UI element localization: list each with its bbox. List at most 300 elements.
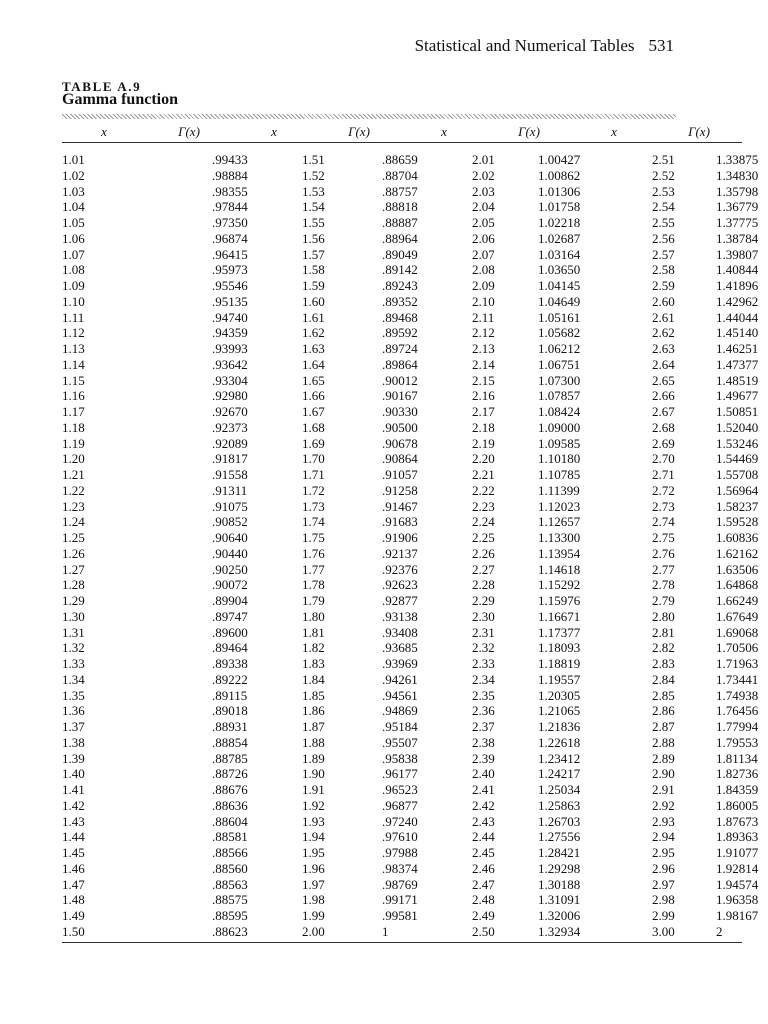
x-value-cell: 2.22 <box>472 482 495 498</box>
gamma-value-cell: .97240 <box>382 813 418 829</box>
table-row <box>62 294 742 310</box>
gamma-value-cell: .94561 <box>382 687 418 703</box>
x-value-cell: 2.62 <box>652 325 675 341</box>
gamma-value-cell: 1.02687 <box>538 230 581 246</box>
gamma-value-cell: 1.66249 <box>716 593 759 608</box>
gamma-value-cell: .91311 <box>212 482 248 498</box>
x-value-cell: 1.15 <box>62 372 85 388</box>
x-value-cell: 2.91 <box>652 782 675 797</box>
x-value-cell: 1.39 <box>62 750 85 766</box>
gamma-value-cell: .91467 <box>382 498 418 514</box>
gamma-value-cell: 1.39807 <box>716 246 759 262</box>
gamma-value-cell: 1.01306 <box>538 183 581 199</box>
gamma-value-cell: .89600 <box>212 624 248 640</box>
x-value-cell: 2.92 <box>652 797 675 813</box>
gamma-value-cell: 1.64868 <box>716 577 759 593</box>
x-value-cell: 1.83 <box>302 656 325 671</box>
gamma-value-cell: 1.56964 <box>716 482 759 498</box>
x-value-cell: 1.32 <box>62 640 85 656</box>
x-value-cell: 2.24 <box>472 514 495 530</box>
x-value-cell: 2.38 <box>472 734 495 750</box>
gamma-value-cell: .89468 <box>382 309 418 325</box>
x-value-cell: 1.05 <box>62 215 85 230</box>
gamma-value-cell: .89115 <box>212 687 248 703</box>
gamma-value-cell: 1.33875 <box>716 152 759 167</box>
gamma-value-cell: 1.37775 <box>716 215 759 230</box>
gamma-value-cell: .95838 <box>382 750 418 766</box>
gamma-value-cell: .89338 <box>212 656 248 671</box>
gamma-value-cell: 1.96358 <box>716 892 759 908</box>
table-row <box>62 325 742 341</box>
table-row <box>62 672 742 688</box>
gamma-value-cell: .89222 <box>212 671 248 687</box>
gamma-value-cell: 1.17377 <box>538 624 581 640</box>
x-value-cell: 1.78 <box>302 577 325 593</box>
table-row <box>62 436 742 452</box>
x-value-cell: 2.79 <box>652 593 675 608</box>
gamma-value-cell: 1.04649 <box>538 293 581 309</box>
x-value-cell: 2.26 <box>472 545 495 561</box>
gamma-value-cell: 1.07300 <box>538 372 581 388</box>
gamma-value-cell: 1.67649 <box>716 608 759 624</box>
gamma-value-cell: 1.70506 <box>716 640 759 656</box>
gamma-value-cell: 1.09000 <box>538 419 581 435</box>
gamma-value-cell: .88604 <box>212 813 248 829</box>
x-value-cell: 1.17 <box>62 404 85 419</box>
gamma-value-cell: 1.06751 <box>538 356 581 372</box>
gamma-value-cell: .88575 <box>212 892 248 908</box>
gamma-value-cell: 1.40844 <box>716 262 759 278</box>
gamma-value-cell: 1.05682 <box>538 325 581 341</box>
x-value-cell: 1.21 <box>62 467 85 482</box>
x-value-cell: 2.85 <box>652 687 675 703</box>
x-value-cell: 1.57 <box>302 246 325 262</box>
x-value-cell: 2.83 <box>652 656 675 671</box>
x-value-cell: 1.47 <box>62 876 85 892</box>
gamma-value-cell: .88623 <box>212 923 248 939</box>
table-row <box>62 373 742 389</box>
gamma-value-cell: 1.15976 <box>538 593 581 608</box>
gamma-value-cell: .92623 <box>382 577 418 593</box>
x-value-cell: 1.91 <box>302 782 325 797</box>
x-value-cell: 1.43 <box>62 813 85 829</box>
table-row <box>62 688 742 704</box>
x-value-cell: 1.99 <box>302 908 325 923</box>
x-value-cell: 2.86 <box>652 703 675 719</box>
gamma-value-cell: .92376 <box>382 561 418 577</box>
x-value-cell: 1.16 <box>62 388 85 404</box>
x-value-cell: 1.04 <box>62 199 85 215</box>
x-value-cell: 1.64 <box>302 356 325 372</box>
gamma-value-cell: .89049 <box>382 246 418 262</box>
gamma-value-cell: .94869 <box>382 703 418 719</box>
gamma-value-cell: .92980 <box>212 388 248 404</box>
table-row <box>62 278 742 294</box>
gamma-value-cell: 1.00862 <box>538 167 581 183</box>
x-value-cell: 2.50 <box>472 923 495 939</box>
gamma-value-cell: 1.13954 <box>538 545 581 561</box>
column-header-gamma: Γ(x) <box>518 124 540 139</box>
x-value-cell: 1.55 <box>302 215 325 230</box>
x-value-cell: 2.74 <box>652 514 675 530</box>
gamma-value-cell: 1.69068 <box>716 624 759 640</box>
x-value-cell: 2.63 <box>652 341 675 356</box>
table-row <box>62 625 742 641</box>
x-value-cell: 2.70 <box>652 451 675 467</box>
x-value-cell: 1.66 <box>302 388 325 404</box>
gamma-value-cell: .96415 <box>212 246 248 262</box>
table-body <box>62 143 759 943</box>
gamma-value-cell: .88726 <box>212 766 248 782</box>
gamma-value-cell: .97350 <box>212 215 248 230</box>
gamma-table <box>62 122 759 943</box>
gamma-value-cell: 1.08424 <box>538 404 581 419</box>
table-row <box>62 199 742 215</box>
x-value-cell: 2.35 <box>472 687 495 703</box>
x-value-cell: 1.96 <box>302 860 325 876</box>
x-value-cell: 2.61 <box>652 309 675 325</box>
x-value-cell: 2.87 <box>652 719 675 734</box>
x-value-cell: 1.80 <box>302 608 325 624</box>
x-value-cell: 2.97 <box>652 876 675 892</box>
gamma-value-cell: 1.59528 <box>716 514 759 530</box>
column-header-gamma: Γ(x) <box>178 124 200 139</box>
table-row <box>62 562 742 578</box>
x-value-cell: 2.67 <box>652 404 675 419</box>
gamma-value-cell: 1.10180 <box>538 451 581 467</box>
gamma-value-cell: .89243 <box>382 278 418 293</box>
column-header-x: x <box>101 124 107 139</box>
table-row <box>62 877 742 893</box>
x-value-cell: 2.09 <box>472 278 495 293</box>
gamma-value-cell: .88887 <box>382 215 418 230</box>
gamma-value-cell: .88757 <box>382 183 418 199</box>
gamma-value-cell: 1.03164 <box>538 246 581 262</box>
gamma-value-cell: 1.54469 <box>716 451 759 467</box>
x-value-cell: 1.31 <box>62 624 85 640</box>
x-value-cell: 1.26 <box>62 545 85 561</box>
x-value-cell: 1.25 <box>62 530 85 545</box>
x-value-cell: 1.42 <box>62 797 85 813</box>
gamma-value-cell: 1.25034 <box>538 782 581 797</box>
x-value-cell: 1.90 <box>302 766 325 782</box>
gamma-value-cell: .95973 <box>212 262 248 278</box>
gamma-value-cell: .94359 <box>212 325 248 341</box>
gamma-value-cell: .90167 <box>382 388 418 404</box>
x-value-cell: 2.28 <box>472 577 495 593</box>
gamma-value-cell: 1.22618 <box>538 734 581 750</box>
gamma-value-cell: 1.89363 <box>716 829 759 845</box>
table-row <box>62 766 742 782</box>
gamma-value-cell: .88931 <box>212 719 248 734</box>
gamma-value-cell: 1 <box>382 923 389 939</box>
x-value-cell: 2.31 <box>472 624 495 640</box>
gamma-value-cell: 1.55708 <box>716 467 759 482</box>
table-row <box>62 231 742 247</box>
gamma-value-cell: .99433 <box>212 152 248 167</box>
x-value-cell: 1.07 <box>62 246 85 262</box>
x-value-cell: 1.76 <box>302 545 325 561</box>
gamma-value-cell: .95135 <box>212 293 248 309</box>
gamma-value-cell: 1.58237 <box>716 498 759 514</box>
gamma-value-cell: .90330 <box>382 404 418 419</box>
x-value-cell: 2.16 <box>472 388 495 404</box>
x-value-cell: 1.81 <box>302 624 325 640</box>
x-value-cell: 1.74 <box>302 514 325 530</box>
table-row <box>62 751 742 767</box>
x-value-cell: 2.36 <box>472 703 495 719</box>
page-number: 531 <box>648 36 674 55</box>
gamma-value-cell: .90072 <box>212 577 248 593</box>
gamma-value-cell: .98355 <box>212 183 248 199</box>
x-value-cell: 1.53 <box>302 183 325 199</box>
x-value-cell: 2.96 <box>652 860 675 876</box>
x-value-cell: 1.01 <box>62 152 85 167</box>
running-head-title: Statistical and Numerical Tables <box>414 36 635 55</box>
x-value-cell: 1.30 <box>62 608 85 624</box>
column-header-gamma: Γ(x) <box>688 124 710 139</box>
gamma-value-cell: .89904 <box>212 593 248 608</box>
x-value-cell: 1.41 <box>62 782 85 797</box>
x-value-cell: 2.34 <box>472 671 495 687</box>
x-value-cell: 2.41 <box>472 782 495 797</box>
gamma-value-cell: .93642 <box>212 356 248 372</box>
gamma-value-cell: .94261 <box>382 671 418 687</box>
x-value-cell: 1.33 <box>62 656 85 671</box>
gamma-value-cell: 1.32006 <box>538 908 581 923</box>
x-value-cell: 1.11 <box>62 309 85 325</box>
gamma-value-cell: .97844 <box>212 199 248 215</box>
x-value-cell: 2.65 <box>652 372 675 388</box>
gamma-value-cell: .90864 <box>382 451 418 467</box>
x-value-cell: 1.44 <box>62 829 85 845</box>
x-value-cell: 1.79 <box>302 593 325 608</box>
x-value-cell: 2.59 <box>652 278 675 293</box>
x-value-cell: 2.94 <box>652 829 675 845</box>
x-value-cell: 2.55 <box>652 215 675 230</box>
gamma-value-cell: .89747 <box>212 608 248 624</box>
x-value-cell: 1.13 <box>62 341 85 356</box>
column-header-x: x <box>611 124 617 139</box>
x-value-cell: 2.40 <box>472 766 495 782</box>
x-value-cell: 1.03 <box>62 183 85 199</box>
x-value-cell: 2.93 <box>652 813 675 829</box>
column-header-x: x <box>441 124 447 139</box>
x-value-cell: 2.73 <box>652 498 675 514</box>
gamma-value-cell: .98374 <box>382 860 418 876</box>
x-value-cell: 2.68 <box>652 419 675 435</box>
gamma-value-cell: 1.14618 <box>538 561 581 577</box>
running-head <box>415 36 674 56</box>
gamma-value-cell: .95546 <box>212 278 248 293</box>
x-value-cell: 2.60 <box>652 293 675 309</box>
x-value-cell: 1.87 <box>302 719 325 734</box>
x-value-cell: 1.69 <box>302 435 325 451</box>
gamma-value-cell: 1.09585 <box>538 435 581 451</box>
gamma-value-cell: .90440 <box>212 545 248 561</box>
gamma-value-cell: 1.87673 <box>716 813 759 829</box>
x-value-cell: 1.10 <box>62 293 85 309</box>
gamma-value-cell: 1.23412 <box>538 750 581 766</box>
table-row <box>62 861 742 877</box>
x-value-cell: 2.77 <box>652 561 675 577</box>
x-value-cell: 2.14 <box>472 356 495 372</box>
x-value-cell: 2.07 <box>472 246 495 262</box>
x-value-cell: 2.80 <box>652 608 675 624</box>
x-value-cell: 1.58 <box>302 262 325 278</box>
table-row <box>62 798 742 814</box>
x-value-cell: 2.71 <box>652 467 675 482</box>
x-value-cell: 1.38 <box>62 734 85 750</box>
x-value-cell: 2.37 <box>472 719 495 734</box>
gamma-value-cell: 1.30188 <box>538 876 581 892</box>
x-value-cell: 1.09 <box>62 278 85 293</box>
x-value-cell: 1.19 <box>62 435 85 451</box>
x-value-cell: 2.45 <box>472 845 495 860</box>
gamma-value-cell: .92137 <box>382 545 418 561</box>
gamma-value-cell: .90250 <box>212 561 248 577</box>
gamma-value-cell: .89592 <box>382 325 418 341</box>
x-value-cell: 2.98 <box>652 892 675 908</box>
x-value-cell: 2.84 <box>652 671 675 687</box>
table-row <box>62 184 742 200</box>
table-row <box>62 782 742 798</box>
table-row <box>62 829 742 845</box>
x-value-cell: 1.52 <box>302 167 325 183</box>
x-value-cell: 2.44 <box>472 829 495 845</box>
x-value-cell: 1.06 <box>62 230 85 246</box>
table-row <box>62 924 742 942</box>
gamma-value-cell: 1.01758 <box>538 199 581 215</box>
gamma-value-cell: 1.63506 <box>716 561 759 577</box>
x-value-cell: 2.29 <box>472 593 495 608</box>
gamma-value-cell: 1.71963 <box>716 656 759 671</box>
x-value-cell: 2.32 <box>472 640 495 656</box>
table-row <box>62 499 742 515</box>
x-value-cell: 2.95 <box>652 845 675 860</box>
gamma-value-cell: .93969 <box>382 656 418 671</box>
table-row <box>62 143 742 168</box>
x-value-cell: 2.82 <box>652 640 675 656</box>
gamma-value-cell: 1.12657 <box>538 514 581 530</box>
gamma-value-cell: 1.16671 <box>538 608 581 624</box>
x-value-cell: 1.56 <box>302 230 325 246</box>
gamma-value-cell: .88560 <box>212 860 248 876</box>
gamma-value-cell: 1.25863 <box>538 797 581 813</box>
x-value-cell: 2.66 <box>652 388 675 404</box>
gamma-value-cell: 1.48519 <box>716 372 759 388</box>
gamma-value-cell: .92877 <box>382 593 418 608</box>
x-value-cell: 1.72 <box>302 482 325 498</box>
gamma-value-cell: 1.92814 <box>716 860 759 876</box>
x-value-cell: 2.13 <box>472 341 495 356</box>
x-value-cell: 1.50 <box>62 923 85 939</box>
x-value-cell: 2.57 <box>652 246 675 262</box>
x-value-cell: 1.70 <box>302 451 325 467</box>
x-value-cell: 1.71 <box>302 467 325 482</box>
table-row <box>62 814 742 830</box>
x-value-cell: 2.27 <box>472 561 495 577</box>
x-value-cell: 1.75 <box>302 530 325 545</box>
gamma-value-cell: 1.47377 <box>716 356 759 372</box>
gamma-value-cell: .88676 <box>212 782 248 797</box>
gamma-value-cell: .88704 <box>382 167 418 183</box>
x-value-cell: 1.14 <box>62 356 85 372</box>
gamma-value-cell: .88566 <box>212 845 248 860</box>
x-value-cell: 2.90 <box>652 766 675 782</box>
x-value-cell: 1.89 <box>302 750 325 766</box>
table-row <box>62 735 742 751</box>
x-value-cell: 1.59 <box>302 278 325 293</box>
gamma-value-cell: .92089 <box>212 435 248 451</box>
x-value-cell: 1.49 <box>62 908 85 923</box>
x-value-cell: 1.45 <box>62 845 85 860</box>
gamma-value-cell: 2 <box>716 923 723 939</box>
gamma-value-cell: 1.60836 <box>716 530 759 545</box>
gamma-value-cell: 1.73441 <box>716 671 759 687</box>
x-value-cell: 2.12 <box>472 325 495 341</box>
table-label: TABLE A.9 <box>62 79 142 94</box>
hatched-rule <box>62 114 676 119</box>
x-value-cell: 1.98 <box>302 892 325 908</box>
gamma-value-cell: .91057 <box>382 467 418 482</box>
x-value-cell: 2.30 <box>472 608 495 624</box>
x-value-cell: 1.67 <box>302 404 325 419</box>
x-value-cell: 2.02 <box>472 167 495 183</box>
gamma-value-cell: 1.53246 <box>716 435 759 451</box>
x-value-cell: 1.84 <box>302 671 325 687</box>
table-row <box>62 404 742 420</box>
gamma-value-cell: 1.41896 <box>716 278 759 293</box>
gamma-value-cell: 1.98167 <box>716 908 759 923</box>
gamma-value-cell: .93408 <box>382 624 418 640</box>
x-value-cell: 2.88 <box>652 734 675 750</box>
x-value-cell: 1.77 <box>302 561 325 577</box>
x-value-cell: 2.51 <box>652 152 675 167</box>
table-title: Gamma function <box>62 91 178 108</box>
column-header-x: x <box>271 124 277 139</box>
gamma-value-cell: .93138 <box>382 608 418 624</box>
gamma-value-cell: .91558 <box>212 467 248 482</box>
gamma-value-cell: .93304 <box>212 372 248 388</box>
x-value-cell: 2.15 <box>472 372 495 388</box>
gamma-value-cell: .88785 <box>212 750 248 766</box>
table-row <box>62 609 742 625</box>
gamma-value-cell: .92670 <box>212 404 248 419</box>
x-value-cell: 2.10 <box>472 293 495 309</box>
x-value-cell: 1.36 <box>62 703 85 719</box>
gamma-value-cell: .98884 <box>212 167 248 183</box>
table-row <box>62 341 742 357</box>
x-value-cell: 2.99 <box>652 908 675 923</box>
x-value-cell: 1.73 <box>302 498 325 514</box>
gamma-value-cell: .89864 <box>382 356 418 372</box>
table-row <box>62 168 742 184</box>
gamma-value-cell: 1.81134 <box>716 750 758 766</box>
gamma-value-cell: .88854 <box>212 734 248 750</box>
gamma-value-cell: .96523 <box>382 782 418 797</box>
gamma-value-cell: .95184 <box>382 719 418 734</box>
gamma-value-cell: 1.04145 <box>538 278 581 293</box>
gamma-value-cell: 1.94574 <box>716 876 759 892</box>
x-value-cell: 2.89 <box>652 750 675 766</box>
gamma-value-cell: 1.38784 <box>716 230 759 246</box>
gamma-value-cell: .95507 <box>382 734 418 750</box>
gamma-value-cell: .88581 <box>212 829 248 845</box>
x-value-cell: 2.03 <box>472 183 495 199</box>
x-value-cell: 1.23 <box>62 498 85 514</box>
x-value-cell: 1.93 <box>302 813 325 829</box>
